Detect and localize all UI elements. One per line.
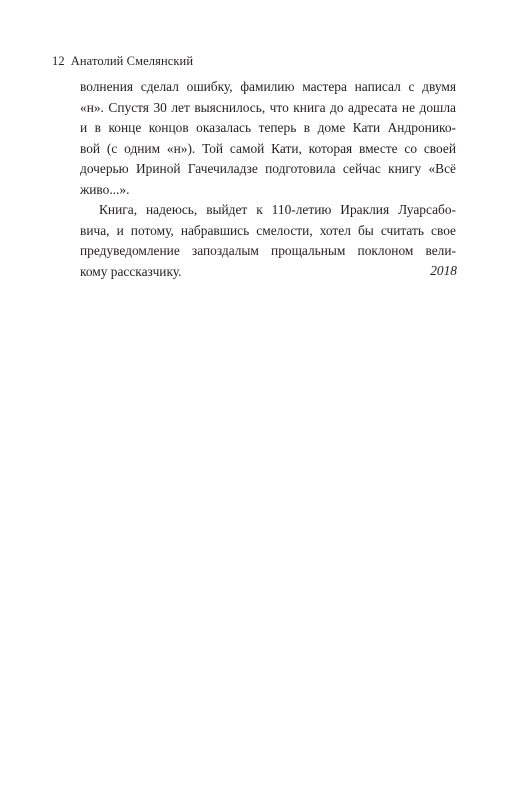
date: 2018 — [430, 263, 457, 278]
text-line: вича, и потому, набравшись смелости, хотел бы считать свое — [80, 222, 456, 238]
text-line: волнения сделал ошибку, фамилию мастера написал с двумя — [80, 79, 456, 94]
text-line: кому рассказчику. — [80, 263, 182, 279]
running-header — [52, 54, 193, 69]
text-line: «н». Спустя 30 лет выяснилось, что книга до адресата не дошла — [80, 99, 456, 115]
text-line: вой (с одним «н»). Той самой Кати, которая вместе со своей — [80, 140, 456, 156]
author-name: Анатолий Смелянский — [70, 54, 194, 68]
text-line: Книга, надеюсь, выйдет к 110-летию Ираклия Луарсабо- — [99, 202, 456, 217]
text-line: живо...». — [80, 181, 130, 197]
paragraph — [80, 77, 456, 200]
text-line: дочерью Ириной Гачечиладзе подготовила сейчас книгу «Всё — [80, 161, 456, 176]
page-number: 12 — [52, 54, 65, 68]
paragraph — [80, 200, 456, 282]
text-line: предуведомление запоздалым прощальным поклоном вели- — [80, 243, 456, 258]
text-line: и в конце концов оказалась теперь в доме Кати Андронико- — [80, 120, 456, 135]
body-text — [80, 77, 456, 282]
